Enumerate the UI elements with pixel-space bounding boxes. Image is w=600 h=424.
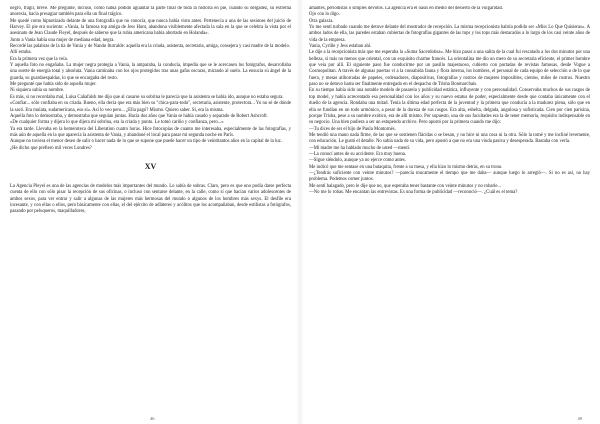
paragraph: —No me lo robas. Me encantan las entrevistas. Es una forma de publicidad —reconoció—. ¿Cuál es el tema?	[309, 189, 518, 195]
paragraph: Allí estaba.	[10, 50, 32, 56]
paragraph: —¿Tendrás suficiente con veinte minutos? —parecía mucamente el tiempo que me daba— aunque luego lo arregló—. Si no es así, no hay problema. Podemos comer juntos.	[309, 170, 590, 183]
paragraph: Aquella foto lo demostraba, y demostraba que seguían juntas. Hacía dos años que Vania se había casado y separado de Robert Ashcroft.	[10, 113, 268, 119]
paragraph: Otra galaxia.	[309, 18, 334, 24]
paragraph: Es más, si no recordaba mal, Luisa Cañafalsh me dijo que al casarse su sobrina le parecía que la asistenta se había ido, aunque no estaba segura.	[10, 94, 284, 100]
left-page-body-top	[10, 6, 291, 152]
paragraph: Junto a Vania había una mujer de mediana edad, negra.	[10, 37, 115, 43]
paragraph: —Mi madre me ha hablado mucho de usted —mentí.	[309, 145, 411, 151]
paragraph: La Agencia Pleyel es una de las agencias de modelos más importantes del mundo. Lo sabía de sobras. Claro, pero es que uno podía darse perfecta cuenta de ello con sólo pisar la recepción de sus oficinas, o incluso con sentarse delante, en la calle, como sí que hacían varios adolescentes de ambos sexos, para ver entrar y salir a algunas de las mujeres más hermosas del mundo o algunos de los hombres más sexys. El desfile era incesante, y con ellas o ellos, pero básicamente con ellas, el del ejército de adláteres y acólitos que los acompañaban, desde estilistas a fotógrafos, pasando por peluqueros, maquilladores,	[10, 183, 291, 215]
paragraph: «Confiar... sólo confiaba en su criada. Bueno, ella decía que era más bien su "chica-para-todo", secretaria, asistente, protectora... Yo no sé de dónde la sacó. Era mulata, sudamericana, eso sí». Así lo veo pero... ¿Ella pagó? Mismo. Quiero saber. Sí, era la misma.	[10, 101, 291, 113]
paragraph: Era la primera vez que la veía.	[10, 56, 68, 62]
paragraph: —Tu dices de ser el hijo de Paula Montornés.	[309, 126, 396, 132]
page-number-left: 46	[150, 415, 155, 421]
paragraph: Recordé las palabras de la tía de Vania y de Nando Iturralde: aquella era la criada, asistenta, secretaria, amiga, consejera y casi madre de la modelo.	[10, 44, 291, 50]
paragraph: Me pregunté que había sido de aquella mujer.	[10, 82, 97, 88]
paragraph: Me indicó que me sentase en una butaquita, frente a su mesa, y ella hizo lo mismo detrás, en su trono.	[309, 164, 503, 170]
paragraph: Y aquella foto no engañaba. La mujer negra protegía a Vania, la amparaba, la conducía, impedía que se le acercasen los fotógrafos, desarrollaba una suerte de energía total y absoluta. Vania caminaba con los ojos protegidos tras unas gafas oscuras, mirando al suelo. La ensucia sú ángel de la guarda, su guardaespaldas, lo que se encargaba del resto.	[10, 63, 291, 81]
paragraph: amantes, periodistas o simples devotos. La agencia era el oasis en medio del desierto de la vulgaridad.	[309, 6, 504, 11]
paragraph: Me sentí halagado, pero le dije que no, que esperaba tener bastante con veinte minutos y no robarle...	[309, 183, 502, 189]
paragraph: —La conocí antes de su accidente. Era muy buena.	[309, 151, 407, 157]
paragraph: —Sigue siéndolo, aunque ya no ejerce como antes.	[309, 158, 406, 164]
book-gutter	[296, 0, 304, 424]
paragraph: Vania, Cyrille y Jess estaban ahí.	[309, 44, 372, 50]
paragraph: Ni siquiera sabía su nombre.	[10, 88, 65, 94]
paragraph: Me tendió una mano nada firme, de las que se sostienen flácidas o se besan, y no hice ni una cosa ni la otra. Sólo la tomé y me incliné levemente, con educación. Le gustó el detalle. No sabía nada de su vida, pero apostó a que no era una viuda pasiva y desesperada. Bastaba con verla.	[309, 132, 590, 145]
paragraph: En su tiempo había sido una notable modelo de pasarela y publicidad estática, influyente y con personalidad. Conservaba muchos de sus rasgos de top model, y había acrecentado esa personalidad con los años y su nuevo estatus de poder, especialmente desde que contaba únicamente con el dueño de la agencia. Rondaba una mitad. Tenía la última edad perfecta de la juventud y la primera que conducía a la madurez plena, sólo que en ella se fundían en un todo armónico, a pesar de la dureza de sus rasgos. Era alta, esbelta, delgada, angulosa y sofisticada. Cien por cien parisina, porque Trisha, pese a su nombre exótico, era de allí mismo. Por supuesto, una de sus facultades era la de tener memoria, requisito indispensable en su negocio. Una bien pudiera a ser un estupendo archivo. Pero apostó por la primera cuando me dijo:	[309, 88, 590, 126]
paragraph: Me quedé como hipnotizado delante de una fotografía que no conocía, que nunca había visto antes. Pertenecía a una de las sesiones del juicio de Harvey. El pie era suciento: «Vania, la famosa top amiga de Jess Hunt, abandona visiblemente afectada la sala en la que se celebra la vista por el asesinato de Jean Claude Fleyel, después de saberse que la rubia americana había abortado en Holanda».	[10, 18, 291, 37]
page-number-right: 49	[577, 415, 582, 421]
paragraph: «De cualquier forma y dijera lo que dijera mi sobrina, era la criada y punto. Le tomó cariño y confianza, pero...»	[10, 120, 224, 126]
right-page-body	[309, 6, 590, 196]
paragraph: Le dije a la recepcionista más que me esperaba la «Suma Sacerdotisa». Me hizo pasar a una salita de la cual fui rescatado a los dos minutos por una belleza, si más no menos que oriental, con un exquisito charme francés. La orientalina me dio un mero de su secretaria eficiente, el primer hombre que veía por allí. El siguiente paso fue conducirme por un pasillo majestuoso, cubierto con portadas de revistas famosas, desde Vogue a Cosmopolitan. A través de algunas puertas vi a la consabida fauna y flora interna, los hombres, el personal de cada equipo de selección o de lo que fuera, y mesas atiborradas de papeles, ordenadores, diapositivas, fotografías y rostros de mujeres imposibles, cientos, miles de rostros. Nuestro paso no se detuvo hasta ser finalmente entregado en el despacho de Trisha Bonmarchais.	[309, 50, 590, 88]
right-page	[309, 6, 590, 424]
left-page	[10, 6, 291, 424]
left-page-body-bottom	[10, 184, 291, 216]
chapter-heading: XV	[144, 161, 157, 171]
paragraph: Aunque no tuviera el menor deseo de salir o hacer nada de lo que se supone que puede hacer un tipo de veintitantos años en la capital de la luz.	[10, 139, 282, 145]
paragraph: Ya era tarde. Llevaba en la hemeroteca del Liberation cuatro horas. Hice fotocopias de cuanto me interesaba, especialmente de las fotografías, y más aún de aquella en la que aparecía la asistenta de Vania, y abandoné el local para pasar mi segunda noche en París.	[10, 126, 291, 138]
paragraph: Yo me sentí turbado cuando me detuve delante del mostrador de recepción. La misma recepcionista habría podido ser «Miss Lo Que Quisieras». A ambos lados de ella, las paredes estaban cubiertas de fotografías gigantes de las tops y los tops más destacados a lo largo de los casi veinte años de vida de la empresa.	[309, 25, 590, 43]
paragraph: ¿He dicho que prefiero mil veces Londres?	[10, 145, 92, 151]
paragraph: negro, frágil, breve. Me pregunté, incluso, como había podido aguantar la parte final de toda la historia en pie, cuando su delgadez, su extrema anorexia, hacía presagiar también para ella un final trágico.	[10, 6, 291, 18]
paragraph: Ojo con lo digo.	[309, 12, 340, 18]
